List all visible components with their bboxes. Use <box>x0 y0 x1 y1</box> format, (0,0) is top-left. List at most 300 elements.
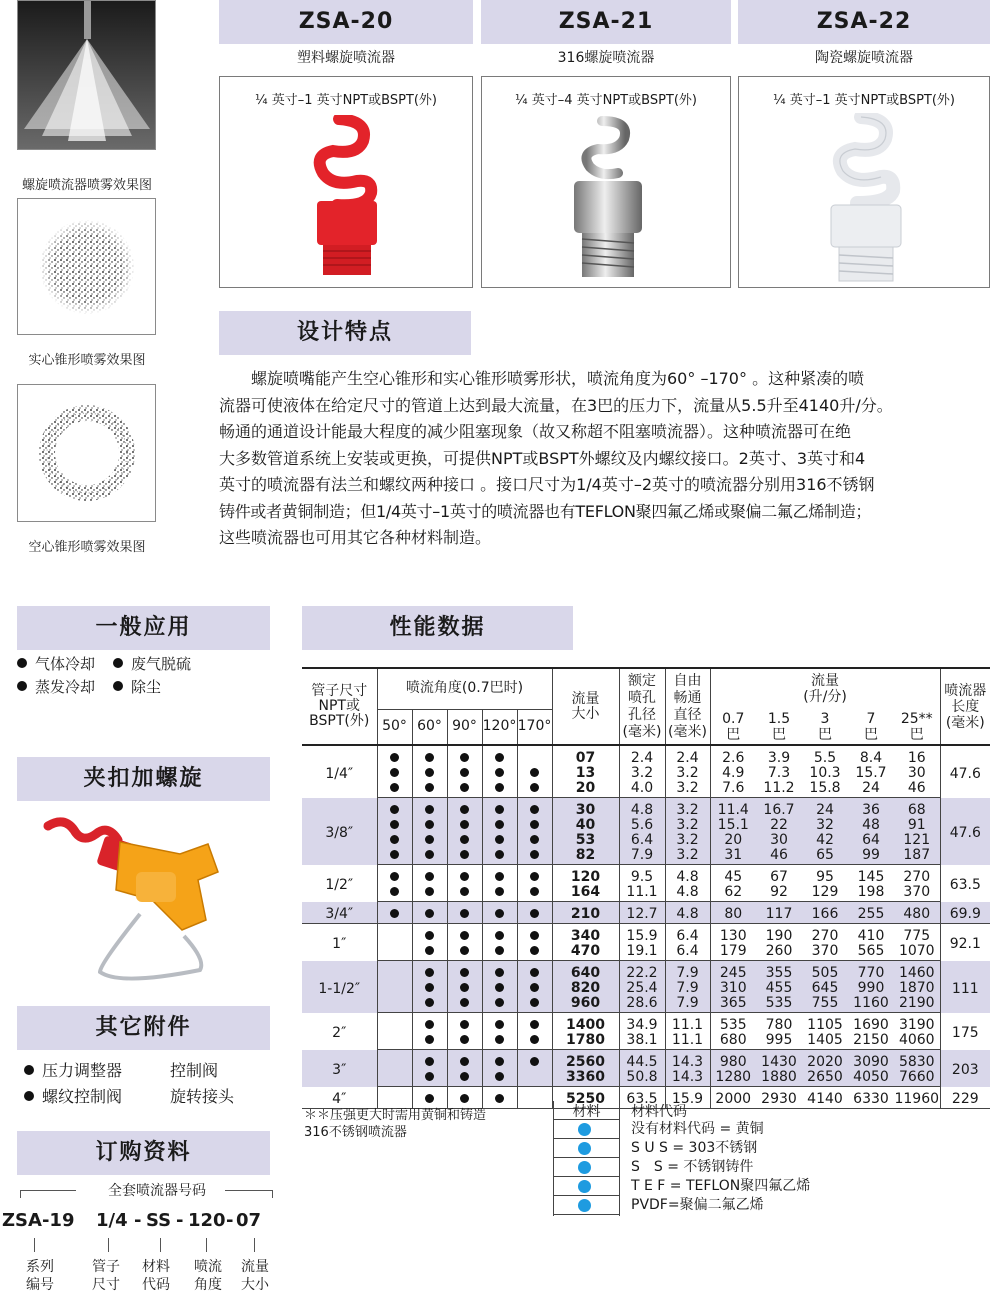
cell-flow: 8.4 <box>859 750 883 766</box>
design-features-text <box>219 366 1000 552</box>
cell-angle <box>482 818 517 833</box>
cell-angle <box>412 944 447 961</box>
available-dot-icon <box>495 1072 504 1081</box>
cell-flow: 7.6 <box>710 781 756 798</box>
cell-flow: 46 <box>894 781 940 798</box>
available-dot-icon <box>495 1035 504 1044</box>
cell-flow-size: 82 <box>552 848 619 865</box>
cell-orifice: 11.1 <box>619 885 665 902</box>
cell-flow: 5.5 <box>813 750 837 766</box>
available-dot-icon <box>495 946 504 955</box>
product-zsa-22 <box>738 0 990 288</box>
cell-angle <box>447 1070 482 1087</box>
cell-flow: 20 <box>710 833 756 848</box>
cell-flow: 32 <box>816 817 834 833</box>
cell-angle <box>517 996 552 1013</box>
solid-cone-graphic <box>18 199 156 335</box>
cell-flow: 255 <box>848 902 894 924</box>
cell-flow: 129 <box>802 885 848 902</box>
cell-angle <box>447 961 482 982</box>
cell-length: 47.6 <box>940 798 990 865</box>
cell-pipe: 1″ <box>332 936 347 953</box>
available-dot-icon <box>530 783 539 792</box>
table-row <box>302 848 990 865</box>
available-dot-icon <box>530 931 539 940</box>
performance-table-wrap <box>302 667 990 1109</box>
cell-angle <box>412 833 447 848</box>
material-dot-icon <box>578 1199 591 1212</box>
cell-flow: 145 <box>857 869 885 885</box>
cell-flow: 2020 <box>807 1054 843 1070</box>
label-angle: 喷流 角度 <box>194 1259 222 1293</box>
available-dot-icon <box>460 1072 469 1081</box>
available-dot-icon <box>425 1072 434 1081</box>
cell-angle <box>447 996 482 1013</box>
cell-angle <box>482 848 517 865</box>
cell-angle <box>412 848 447 865</box>
steel-spiral-nozzle-icon <box>562 115 654 285</box>
available-dot-icon <box>425 1035 434 1044</box>
solid-cone-photo <box>17 198 156 335</box>
cell-pipe: 1/2″ <box>325 877 354 893</box>
available-dot-icon <box>495 872 504 881</box>
available-dot-icon <box>425 753 434 762</box>
cell-orifice: 4.0 <box>619 781 665 798</box>
cell-free-passage: 3.2 <box>665 781 710 798</box>
cell-angle <box>377 818 412 833</box>
cell-length: 47.6 <box>940 745 990 798</box>
design-line: 铸件或者黄铜制造；但1/4英寸–1英寸的喷流器也有TEFLON聚四氟乙烯或聚偏二氟乙烯制造； <box>219 501 872 521</box>
cell-angle <box>517 818 552 833</box>
cell-flow: 64 <box>862 832 880 848</box>
cell-flow: 455 <box>765 980 793 996</box>
cell-angle <box>517 961 552 982</box>
cell-flow: 198 <box>848 885 894 902</box>
pipe-group <box>302 745 990 798</box>
table-row <box>302 902 990 924</box>
product-image-box <box>219 76 473 288</box>
cell-flow: 990 <box>857 980 885 996</box>
cell-pipe: 1/4″ <box>325 765 354 782</box>
cell-length: 63.5 <box>940 865 990 902</box>
available-dot-icon <box>390 835 399 844</box>
cell-flow: 2000 <box>710 1087 756 1109</box>
available-dot-icon <box>530 1035 539 1044</box>
cell-flow: 36 <box>862 802 880 818</box>
cell-angle <box>517 944 552 961</box>
available-dot-icon <box>530 1020 539 1029</box>
available-dot-icon <box>530 909 539 918</box>
cell-flow: 1405 <box>802 1033 848 1050</box>
cell-angle <box>412 1013 447 1034</box>
cell-free-passage: 7.9 <box>665 981 710 996</box>
cell-angle <box>447 848 482 865</box>
cell-flow: 15.1 <box>710 818 756 833</box>
product-name: 316螺旋喷流器 <box>557 50 655 66</box>
available-dot-icon <box>390 768 399 777</box>
code-material: SS <box>146 1210 172 1231</box>
cell-flow: 5830 <box>898 1054 935 1070</box>
available-dot-icon <box>530 998 539 1007</box>
cell-angle <box>447 1013 482 1034</box>
list-item: 气体冷却 <box>17 653 113 676</box>
cell-flow: 179 <box>710 944 756 961</box>
cell-flow-size: 13 <box>552 766 619 781</box>
cell-flow-size: 640 <box>552 961 619 982</box>
cell-angle <box>482 1013 517 1034</box>
available-dot-icon <box>425 805 434 814</box>
cell-angle <box>412 1070 447 1087</box>
available-dot-icon <box>460 783 469 792</box>
cell-flow-size: 960 <box>552 996 619 1013</box>
material-row <box>553 1120 620 1139</box>
header-angle: 60° <box>412 709 447 745</box>
available-dot-icon <box>390 783 399 792</box>
cell-orifice: 28.6 <box>619 996 665 1013</box>
available-dot-icon <box>530 887 539 896</box>
available-dot-icon <box>495 1020 504 1029</box>
available-dot-icon <box>460 820 469 829</box>
cell-angle <box>482 1033 517 1050</box>
ceramic-spiral-nozzle-icon <box>815 113 915 285</box>
cell-flow: 310 <box>710 981 756 996</box>
design-line: 畅通的通道设计能最大程度的减少阻塞现象（故又称超不阻塞喷流器）。这种喷流器可在绝 <box>219 422 852 441</box>
cell-angle <box>517 981 552 996</box>
available-dot-icon <box>495 805 504 814</box>
cell-flow: 190 <box>765 928 793 944</box>
order-full-code-label: 全套喷流器号码 <box>0 1180 290 1200</box>
plastic-spiral-nozzle-icon <box>297 115 397 285</box>
available-dot-icon <box>460 872 469 881</box>
cell-angle <box>377 1087 412 1109</box>
cell-angle <box>377 745 412 766</box>
header-angle-group: 喷流角度(0.7巴时) <box>377 669 552 709</box>
cell-orifice: 9.5 <box>619 865 665 886</box>
cell-angle <box>412 1050 447 1071</box>
available-dot-icon <box>460 1094 469 1103</box>
cell-orifice: 25.4 <box>619 981 665 996</box>
cell-angle <box>517 745 552 766</box>
cell-flow: 16 <box>907 750 926 766</box>
cell-orifice: 6.4 <box>619 833 665 848</box>
cell-orifice: 15.9 <box>619 924 665 945</box>
cell-flow: 270 <box>811 928 839 944</box>
available-dot-icon <box>425 968 434 977</box>
available-dot-icon <box>390 820 399 829</box>
material-dot-icon <box>578 1161 591 1174</box>
cell-angle <box>412 902 447 924</box>
available-dot-icon <box>530 820 539 829</box>
cell-flow: 30 <box>907 765 926 781</box>
cell-angle <box>377 1013 412 1034</box>
accessories-title: 其它附件 <box>17 1006 270 1050</box>
cell-angle <box>447 781 482 798</box>
code-sep: - <box>134 1210 142 1231</box>
cell-angle <box>412 865 447 886</box>
cell-orifice: 5.6 <box>619 818 665 833</box>
cell-angle <box>377 848 412 865</box>
header-pressure: 0.7 巴 <box>710 709 756 745</box>
cell-angle <box>517 781 552 798</box>
cell-free-passage: 6.4 <box>665 944 710 961</box>
cell-free-passage: 7.9 <box>665 961 710 982</box>
cell-flow: 505 <box>811 965 839 981</box>
list-item: 除尘 <box>113 676 161 699</box>
hollow-cone-caption: 空心锥形喷雾效果图 <box>28 540 146 555</box>
cell-orifice: 34.9 <box>619 1013 665 1034</box>
available-dot-icon <box>495 968 504 977</box>
cell-flow: 62 <box>710 885 756 902</box>
bullet-icon <box>17 681 27 691</box>
cell-flow: 24 <box>816 802 834 818</box>
cell-angle <box>482 996 517 1013</box>
cell-angle <box>482 981 517 996</box>
list-item: 蒸发冷却 <box>17 676 113 699</box>
cell-pipe: 3″ <box>332 1062 347 1078</box>
cell-angle <box>517 865 552 886</box>
cell-flow: 565 <box>848 944 894 961</box>
cell-angle <box>447 865 482 886</box>
material-row <box>553 1196 620 1215</box>
cell-angle <box>377 996 412 1013</box>
cell-flow: 42 <box>816 832 834 848</box>
product-model: ZSA-21 <box>481 0 731 44</box>
cell-angle <box>482 1070 517 1087</box>
material-row <box>553 1158 620 1177</box>
cell-flow: 67 <box>770 869 788 885</box>
perf-footnote: ＊＊压强更大时需用黄铜和铸造 316不锈钢喷流器 <box>304 1108 487 1140</box>
table-row <box>302 1070 990 1087</box>
code-flow: 07 <box>236 1210 262 1231</box>
cell-flow: 2650 <box>802 1070 848 1087</box>
cell-angle <box>377 798 412 819</box>
available-dot-icon <box>425 768 434 777</box>
cell-flow-size: 30 <box>552 798 619 819</box>
material-row <box>553 1177 620 1196</box>
available-dot-icon <box>495 753 504 762</box>
cell-flow: 2190 <box>894 996 940 1013</box>
cell-flow: 1880 <box>756 1070 802 1087</box>
product-model: ZSA-22 <box>738 0 990 44</box>
header-orifice: 额定 喷孔 孔径 (毫米) <box>619 669 665 745</box>
cell-flow: 45 <box>710 865 756 886</box>
cell-flow: 270 <box>903 869 931 885</box>
cell-flow-size: 164 <box>552 885 619 902</box>
cell-length: 175 <box>940 1013 990 1050</box>
cell-flow: 680 <box>710 1033 756 1050</box>
clip-spiral-title: 夹扣加螺旋 <box>17 757 270 801</box>
available-dot-icon <box>460 805 469 814</box>
cell-angle <box>412 924 447 945</box>
hollow-cone-photo <box>17 384 156 522</box>
cell-angle <box>377 981 412 996</box>
cell-angle <box>482 781 517 798</box>
cell-angle <box>412 745 447 766</box>
material-dot-icon <box>578 1123 591 1136</box>
available-dot-icon <box>460 998 469 1007</box>
design-line: 英寸的喷流器有法兰和螺纹两种接口 。接口尺寸为1/4英寸–2英寸的喷流器分别用316不锈钢 <box>219 475 875 494</box>
product-spec: ¼ 英寸–1 英寸NPT或BSPT(外) <box>772 93 955 108</box>
header-angle: 120° <box>482 709 517 745</box>
cell-flow: 48 <box>862 817 880 833</box>
cell-flow: 24 <box>848 781 894 798</box>
cell-flow: 15.8 <box>802 781 848 798</box>
cell-angle <box>412 766 447 781</box>
header-pipe: 管子尺寸 NPT或 BSPT(外) <box>302 669 377 745</box>
cell-flow: 755 <box>802 996 848 1013</box>
design-line: 这些喷流器也可用其它各种材料制造。 <box>219 528 492 547</box>
cell-flow: 130 <box>710 924 756 945</box>
design-line: 螺旋喷嘴能产生空心锥形和实心锥形喷雾形状，喷流角度为60° –170° 。这种紧凑的喷 <box>251 369 865 388</box>
cell-flow: 410 <box>857 928 885 944</box>
cell-angle <box>412 996 447 1013</box>
cell-flow: 2150 <box>848 1033 894 1050</box>
table-row <box>302 981 990 996</box>
cell-angle <box>482 924 517 945</box>
cell-flow-size: 07 <box>552 745 619 766</box>
cell-flow: 15.7 <box>855 765 887 781</box>
header-pressure: 3 巴 <box>802 709 848 745</box>
label-series: 系列 编号 <box>26 1259 54 1293</box>
pipe-group <box>302 902 990 924</box>
cell-angle <box>517 798 552 819</box>
cell-flow: 4060 <box>894 1033 940 1050</box>
cell-angle <box>447 798 482 819</box>
available-dot-icon <box>495 1057 504 1066</box>
available-dot-icon <box>495 768 504 777</box>
material-row <box>553 1139 620 1158</box>
cell-flow-size: 3360 <box>552 1070 619 1087</box>
cell-flow: 2930 <box>756 1087 802 1109</box>
available-dot-icon <box>390 850 399 859</box>
cell-flow-size: 470 <box>552 944 619 961</box>
available-dot-icon <box>530 805 539 814</box>
cell-free-passage: 4.8 <box>665 865 710 886</box>
order-code-connectors <box>0 1238 300 1256</box>
cell-flow: 370 <box>802 944 848 961</box>
header-free-passage: 自由 畅通 直径 (毫米) <box>665 669 710 745</box>
cell-angle <box>482 798 517 819</box>
table-row <box>302 798 990 819</box>
cell-angle <box>517 848 552 865</box>
cell-flow: 99 <box>848 848 894 865</box>
table-row <box>302 996 990 1013</box>
material-code-header: 材料代码 <box>631 1104 687 1120</box>
material-col-header: 材料 <box>553 1101 620 1120</box>
cell-angle <box>447 902 482 924</box>
material-dot-icon <box>578 1142 591 1155</box>
product-zsa-21 <box>481 0 731 288</box>
spiral-effect-caption: 螺旋喷流器喷雾效果图 <box>21 178 152 193</box>
pipe-group <box>302 961 990 1013</box>
available-dot-icon <box>460 850 469 859</box>
available-dot-icon <box>530 968 539 977</box>
cell-flow: 3.9 <box>767 750 791 766</box>
table-row <box>302 885 990 902</box>
cell-free-passage: 2.4 <box>665 745 710 766</box>
cell-angle <box>517 902 552 924</box>
cell-flow: 6330 <box>848 1087 894 1109</box>
cell-angle <box>517 833 552 848</box>
cell-length: 229 <box>940 1087 990 1109</box>
available-dot-icon <box>495 887 504 896</box>
product-spec: ¼ 英寸–1 英寸NPT或BSPT(外) <box>254 93 437 108</box>
pipe-group <box>302 865 990 902</box>
cell-flow-size: 1400 <box>552 1013 619 1034</box>
available-dot-icon <box>495 850 504 859</box>
cell-flow-size: 120 <box>552 865 619 886</box>
pipe-group <box>302 798 990 865</box>
cell-angle <box>517 924 552 945</box>
cell-orifice: 12.7 <box>619 902 665 924</box>
cell-free-passage: 15.9 <box>665 1087 710 1109</box>
available-dot-icon <box>495 983 504 992</box>
cell-flow-size: 5250 <box>552 1087 619 1109</box>
cell-flow: 1690 <box>853 1017 889 1033</box>
cell-flow-size: 2560 <box>552 1050 619 1071</box>
cell-orifice: 63.5 <box>619 1087 665 1109</box>
product-model: ZSA-20 <box>219 0 473 44</box>
material-code-item: 没有材料代码 = 黄铜 <box>631 1121 764 1137</box>
cell-flow-size: 1780 <box>552 1033 619 1050</box>
cell-flow: 535 <box>756 996 802 1013</box>
cell-angle <box>447 1050 482 1071</box>
cell-flow: 166 <box>802 902 848 924</box>
cell-angle <box>377 961 412 982</box>
available-dot-icon <box>425 983 434 992</box>
cell-flow: 11.4 <box>710 798 756 819</box>
cell-orifice: 44.5 <box>619 1050 665 1071</box>
cell-flow: 260 <box>756 944 802 961</box>
code-sep: - <box>226 1210 234 1231</box>
cell-angle <box>412 1087 447 1109</box>
header-flow-size: 流量 大小 <box>552 669 619 745</box>
cell-angle <box>377 902 412 924</box>
cell-flow: 11960 <box>894 1087 940 1109</box>
cell-pipe: 3/8″ <box>325 825 354 841</box>
cell-free-passage: 7.9 <box>665 996 710 1013</box>
cell-flow: 11.2 <box>756 781 802 798</box>
label-material: 材料 代码 <box>142 1259 170 1293</box>
cell-angle <box>482 1050 517 1071</box>
ordering-title: 订购资料 <box>17 1131 270 1175</box>
cell-orifice: 50.8 <box>619 1070 665 1087</box>
available-dot-icon <box>460 1020 469 1029</box>
cell-angle <box>377 944 412 961</box>
cell-free-passage: 3.2 <box>665 848 710 865</box>
cell-flow: 80 <box>710 902 756 924</box>
cell-angle <box>447 924 482 945</box>
available-dot-icon <box>460 983 469 992</box>
cell-flow: 1280 <box>710 1070 756 1087</box>
cell-flow: 2.6 <box>710 745 756 766</box>
cell-angle <box>377 924 412 945</box>
cell-orifice: 38.1 <box>619 1033 665 1050</box>
available-dot-icon <box>425 887 434 896</box>
table-row <box>302 766 990 781</box>
cell-angle <box>377 1033 412 1050</box>
cell-flow-size: 40 <box>552 818 619 833</box>
label-pipe-size: 管子 尺寸 <box>92 1259 120 1293</box>
solid-cone-caption: 实心锥形喷雾效果图 <box>28 353 146 368</box>
available-dot-icon <box>425 820 434 829</box>
cell-flow: 780 <box>765 1017 793 1033</box>
cell-angle <box>482 944 517 961</box>
cell-angle <box>412 961 447 982</box>
cell-flow: 535 <box>710 1013 756 1034</box>
available-dot-icon <box>460 968 469 977</box>
cell-free-passage: 4.8 <box>665 902 710 924</box>
